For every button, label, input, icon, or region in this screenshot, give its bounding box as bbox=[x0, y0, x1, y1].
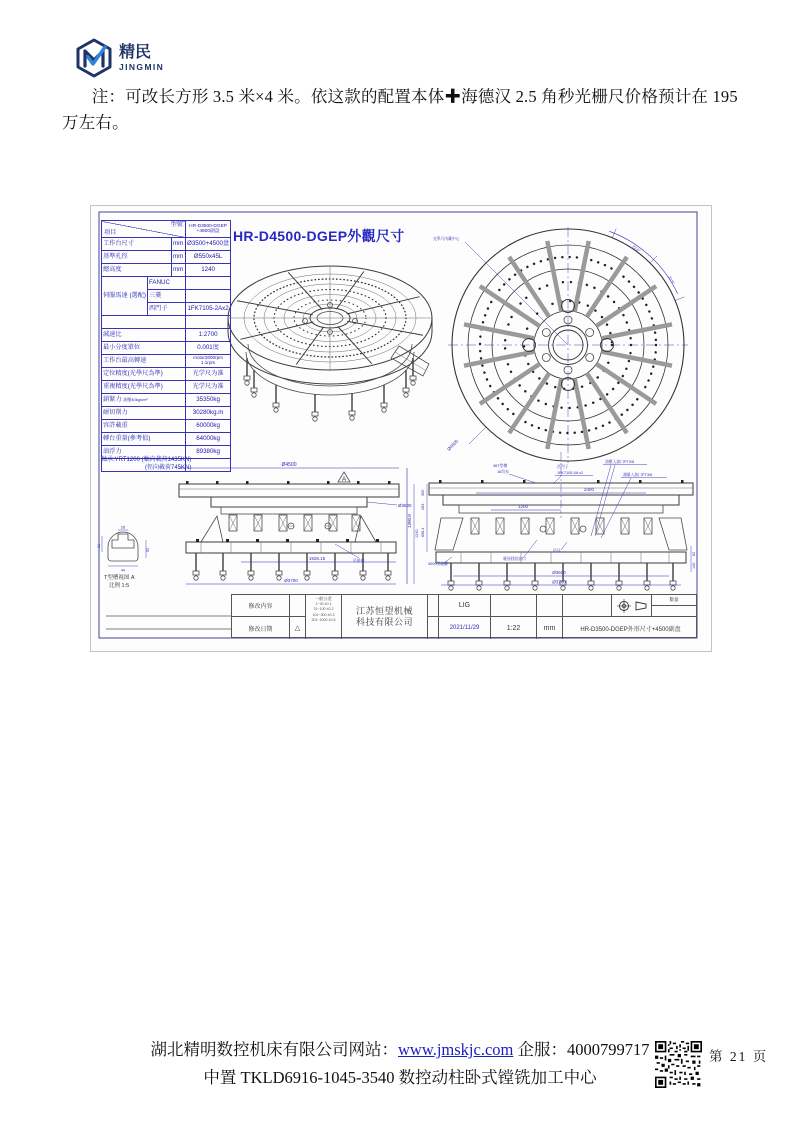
front-view-flag: A bbox=[341, 476, 347, 483]
spec-value bbox=[186, 459, 231, 472]
engineering-drawing bbox=[90, 205, 712, 652]
date-cell: 2021/11/29 bbox=[439, 617, 491, 639]
spec-label: 耐切削力 bbox=[102, 407, 186, 420]
tslot-dim-left: 21 bbox=[97, 543, 101, 548]
side-measure-ann: 測量入油口PT3/8 bbox=[623, 473, 653, 477]
empty-cell bbox=[537, 595, 563, 617]
side-drain-label: 廢油回收油口 bbox=[503, 557, 526, 561]
front-base-dim: Ø3700 bbox=[284, 578, 298, 583]
revision-delta: △ bbox=[290, 617, 306, 639]
spec-value: 89380kg bbox=[186, 446, 231, 459]
front-mount-label: 吊裝座 bbox=[353, 559, 365, 563]
spec-value: 1:2700 bbox=[186, 329, 231, 342]
topview-diameter-label: Ø4500 bbox=[446, 438, 460, 452]
isometric-view bbox=[228, 266, 432, 421]
front-mid-dim: Ø3600 bbox=[398, 503, 412, 508]
side-dim-658: 658.4 bbox=[421, 527, 425, 537]
empty-cell bbox=[290, 595, 306, 617]
spec-sub-label: FANUC bbox=[148, 277, 186, 290]
side-foot-label: 4000型地腳 bbox=[428, 562, 448, 566]
side-motor-model: 1FK7105-5A x2 bbox=[557, 471, 584, 475]
spec-value: 0.001度 bbox=[186, 342, 231, 355]
spec-unit: mm bbox=[172, 264, 186, 277]
spec-unit: mm bbox=[172, 238, 186, 251]
empty-cell bbox=[491, 595, 537, 617]
spec-value: 1240 bbox=[186, 264, 231, 277]
side-slot-ann: 36T型槽 bbox=[493, 464, 508, 468]
spec-label bbox=[102, 316, 186, 329]
tolerance-table: 一般公差 1~30 ±0.1 31~100 ±0.2 101~300 ±0.3 301~1000 ±0.5 bbox=[306, 595, 342, 639]
spec-label: 工作台最高轉速 bbox=[102, 355, 186, 368]
front-height-dim: 1300.8 bbox=[407, 514, 412, 528]
spec-label: 基準孔徑 bbox=[102, 251, 172, 264]
side-dim-3700: Ø3700 bbox=[552, 579, 566, 585]
spec-value bbox=[186, 316, 231, 329]
spec-value: 35350kg bbox=[186, 394, 231, 407]
bearing-note: 軸承:YRT1200 (軸向載荷1435KN) (徑向載荷745KN) bbox=[101, 457, 192, 472]
tslot-title: T型槽視图 A bbox=[104, 575, 135, 581]
spec-value bbox=[186, 277, 231, 290]
drawing-title: HR-D4500-DGEP外觀尺寸 bbox=[233, 228, 405, 244]
projection-symbol-icon bbox=[614, 598, 650, 614]
spec-table bbox=[101, 220, 231, 472]
spec-label: 鎖緊力 油壓40kg/cm² bbox=[102, 394, 186, 407]
company-name: 江苏恒望机械 科技有限公司 bbox=[342, 595, 428, 639]
spec-label: 減速比 bbox=[102, 329, 186, 342]
page-number: 第 21 页 bbox=[709, 1049, 769, 1064]
spec-value: 光学尺为准 bbox=[186, 381, 231, 394]
side-dim-140: 140 bbox=[692, 562, 696, 569]
tslot-dim-top: 28 bbox=[120, 525, 126, 530]
side-dim-283: 283 bbox=[421, 503, 425, 510]
tslot-dim-right: 52 bbox=[146, 547, 150, 552]
footer-line2: 中置 TKLD6916-1045-3540 数控动柱卧式镗铣加工中心 bbox=[203, 1068, 597, 1087]
tslot-detail bbox=[97, 526, 150, 590]
topview-center-label: 光學尺內藏中心 bbox=[433, 237, 460, 241]
spec-label: 容許載重 bbox=[102, 420, 186, 433]
spec-value: 60000kg bbox=[186, 420, 231, 433]
side-elevation bbox=[421, 452, 696, 590]
spec-label: 最小分度單位 bbox=[102, 342, 186, 355]
front-elevation bbox=[179, 462, 419, 584]
logo-hexagon-icon bbox=[74, 38, 114, 78]
spec-item-label: 項目 bbox=[104, 228, 117, 236]
side-dim-1200: 1200 bbox=[517, 504, 529, 509]
spec-label: 工作台尺寸 bbox=[102, 238, 172, 251]
title-block bbox=[231, 594, 697, 638]
projection-symbol-cell bbox=[612, 595, 652, 617]
brand-name-cn: 精民 bbox=[119, 43, 152, 61]
footer-line1: 湖北精明数控机床有限公司网站：www.jmskjc.com 企服：4000799717 bbox=[150, 1040, 650, 1059]
qr-code bbox=[655, 1041, 702, 1088]
designer-cell: LIG bbox=[439, 595, 491, 617]
empty-cell bbox=[563, 595, 612, 617]
side-lug-label: 吊耳 bbox=[553, 549, 561, 553]
side-slot-ann2: 16均布 bbox=[497, 470, 509, 474]
qty-cell: 數量 bbox=[652, 595, 697, 606]
spec-value: 1FK7105-2Ax2 bbox=[186, 303, 231, 316]
tslot-scale: 比例 1:5 bbox=[109, 583, 130, 589]
mod-date-cell: 修改日期 bbox=[232, 617, 290, 639]
side-dim-82: 82 bbox=[692, 551, 696, 556]
spec-value: 64000kg bbox=[186, 433, 231, 446]
side-oil-ann: 油壓入油口PT3/8 bbox=[605, 460, 635, 464]
note-text: 注：可改长方形 3.5 米×4 米。依这款的配置本体✚海德汉 2.5 角秒光栅尺价格预计在 195 万左右。 bbox=[62, 87, 738, 132]
front-top-dim: Ø4500 bbox=[281, 462, 297, 468]
spec-model-label: 型號 bbox=[170, 221, 183, 228]
spec-unit: mm bbox=[172, 251, 186, 264]
company-logo bbox=[74, 38, 164, 78]
spec-value: Ø550x45L bbox=[186, 251, 231, 264]
spec-label: 定位精度(光學尺為準) bbox=[102, 368, 186, 381]
brand-name-en: JINGMIN bbox=[119, 61, 165, 72]
spec-label: 油浮力 bbox=[102, 446, 186, 459]
spec-label: 重複精度(光學尺為準) bbox=[102, 381, 186, 394]
unit-cell: mm bbox=[537, 617, 563, 639]
side-dim-350: 350 bbox=[421, 489, 425, 496]
spec-header-cell bbox=[102, 221, 186, 238]
spec-value bbox=[186, 290, 231, 303]
label-cell bbox=[428, 617, 439, 639]
label-cell bbox=[428, 595, 439, 617]
angle-dim-label: 22.5° bbox=[667, 275, 676, 286]
side-dim-3600: Ø3600 bbox=[552, 570, 566, 575]
side-dim-2400: 2400 bbox=[583, 487, 595, 492]
topview-circle bbox=[433, 227, 688, 463]
angle-dim-label: 22.5° bbox=[631, 244, 641, 254]
spec-value: motor3000rpm 1.1rpm bbox=[186, 355, 231, 368]
spec-value: 光学尺为准 bbox=[186, 368, 231, 381]
spec-label: 轉台重量(參考值) bbox=[102, 433, 186, 446]
spec-value: 30280kg.m bbox=[186, 407, 231, 420]
spec-label: 總高度 bbox=[102, 264, 172, 277]
mod-content-cell: 修改内容 bbox=[232, 595, 290, 617]
side-motor-ann: 西門子 bbox=[557, 465, 569, 469]
empty-cell bbox=[652, 606, 697, 617]
front-height-dim2: 1240 bbox=[415, 529, 419, 538]
spec-value: Ø3500+4500盘 bbox=[186, 238, 231, 251]
spec-model-value: HR-D3500-DGEP +4500副盘 bbox=[186, 221, 231, 238]
spec-sub-label: 三菱 bbox=[148, 290, 186, 303]
front-width-dim: 1928.15 bbox=[308, 556, 326, 561]
scale-cell: 1:22 bbox=[491, 617, 537, 639]
spec-group-label: 伺服馬達 (選配) bbox=[102, 277, 148, 316]
spec-sub-label: 西門子 bbox=[148, 303, 186, 316]
website-link[interactable]: www.jmskjc.com bbox=[398, 1040, 514, 1059]
tslot-dim-bottom: 44 bbox=[120, 568, 126, 573]
doc-title-cell: HR-D3500-DGEP外形尺寸+4500副盘 bbox=[580, 626, 681, 633]
